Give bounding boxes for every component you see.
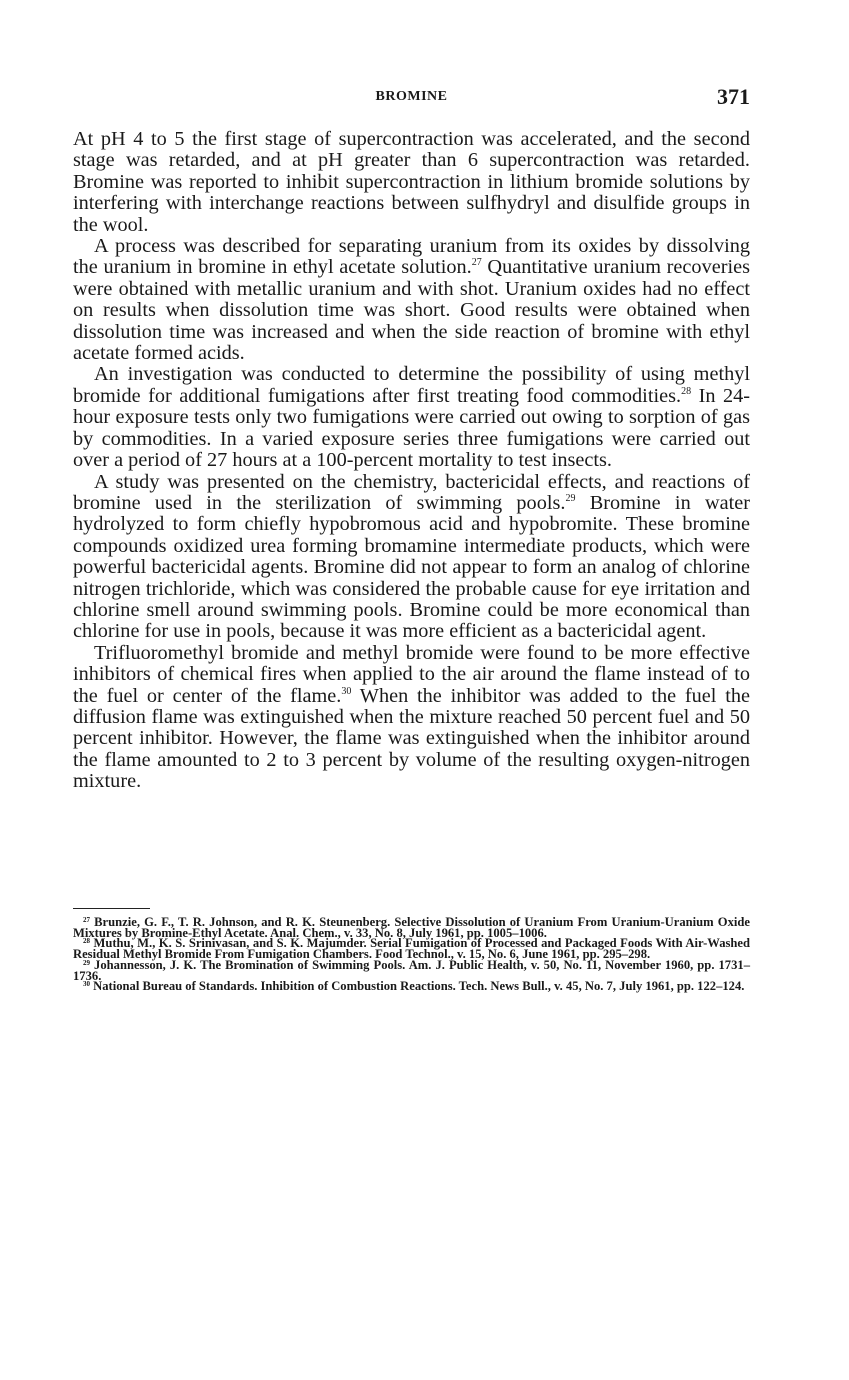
footnotes — [73, 917, 750, 992]
paragraph-text: A process was described for separating uranium from its oxides by dissolving the uranium in bromine in ethyl acetate solution. — [73, 235, 750, 279]
paragraph-text: At pH 4 to 5 the first stage of supercontraction was accelerated, and the second stage was retarded, and at pH greater than 6 supercontraction was retarded. Bromine was reported to inhibit supercontraction in lithium bromide solutions by interfering with interchange reactions between sulfhydryl and disulfide groups in the wool. — [73, 128, 750, 236]
page-number: 371 — [717, 84, 750, 109]
footnote-text: National Bureau of Standards. Inhibition of Combustion Reactions. Tech. News Bull., v. 45, No. 7, July 1961, pp. 122–124. — [90, 979, 745, 994]
paragraph-1 — [73, 129, 750, 236]
footnote-text: Brunzie, G. F., T. R. Johnson, and R. K. Steunenberg. Selective Dissolution of Uranium From Uranium-Uranium Oxide Mixtures by Bromine-Ethyl Acetate. Anal. Chem., v. 33, No. 8, July 1961, pp. 1005–1006. — [73, 915, 750, 940]
paragraph-text: In 24-hour exposure tests only two fumigations were carried out owing to sorption of gas by commodities. In a varied exposure series three fumigations were carried out over a period of 27 hours at a 100-percent mortality to test insects. — [73, 384, 751, 472]
footnote-number: 29 — [83, 958, 90, 967]
paragraph-text: A study was presented on the chemistry, bactericidal effects, and reactions of bromine used in the sterilization of swimming pools. — [73, 470, 750, 514]
footnote-number: 28 — [83, 937, 90, 946]
paragraph-text: An investigation was conducted to determine the possibility of using methyl bromide for additional fumigations after first treating food commodities. — [73, 363, 750, 407]
paragraph-text: When the inhibitor was added to the fuel the diffusion flame was extinguished when the mixture reached 50 percent fuel and 50 percent inhibitor. However, the flame was extinguished when the inhibitor around the flame amounted to 2 to 3 percent by volume of the resulting oxygen-nitrogen mixture. — [73, 684, 750, 793]
footnote-ref-29: 29 — [565, 492, 576, 504]
paragraph-5 — [73, 643, 750, 793]
footnote-text: Muthu, M., K. S. Srinivasan, and S. K. Majumder. Serial Fumigation of Processed and Packaged Foods With Air-Washed Residual Methyl Bromide From Fumigation Chambers. Food Technol., v. 15, No. 6, June 1961, pp. 295–298. — [73, 936, 750, 962]
body-text — [73, 129, 750, 793]
footnote-divider — [73, 908, 150, 909]
footnote-29 — [73, 957, 750, 983]
running-head: BROMINE — [375, 89, 448, 104]
paragraph-text: Bromine in water hydrolyzed to form chiefly hypobromous acid and hypobromite. These bromine compounds oxidized urea forming bromamine intermediate products, which were powerful bactericidal agents. Bromine did not appear to form an analog of chlorine nitrogen trichloride, which was considered the probable cause for eye irritation and chlorine smell around swimming pools. Bromine could be more economical than chlorine for use in pools, because it was more efficient as a bactericidal agent. — [73, 491, 751, 643]
page-header — [73, 84, 750, 114]
footnote-ref-27: 27 — [471, 257, 482, 269]
footnote-number: 30 — [83, 980, 90, 989]
footnote-27 — [73, 917, 750, 938]
footnote-30 — [73, 981, 750, 992]
paragraph-text: Quantitative uranium recoveries were obtained with metallic uranium and with shot. Uranium oxides had no effect on results when dissolution time was short. Good results were obtained when dissolution time was increased and when the side reaction of bromine with ethyl acetate formed acids. — [73, 256, 750, 365]
footnote-ref-30: 30 — [341, 685, 352, 697]
paragraph-4 — [73, 472, 750, 643]
footnote-28 — [73, 936, 750, 962]
footnote-number: 27 — [83, 916, 90, 924]
paragraph-text: Trifluoromethyl bromide and methyl bromide were found to be more effective inhibitors of chemical fires when applied to the air around the flame instead of to the fuel or center of the flame. — [73, 641, 750, 707]
paragraph-2 — [73, 236, 750, 364]
footnote-ref-28: 28 — [681, 385, 692, 397]
footnote-text: Johannesson, J. K. The Bromination of Swimming Pools. Am. J. Public Health, v. 50, No. 11, November 1960, pp. 1731–1736. — [73, 957, 750, 983]
paragraph-3 — [73, 364, 750, 471]
